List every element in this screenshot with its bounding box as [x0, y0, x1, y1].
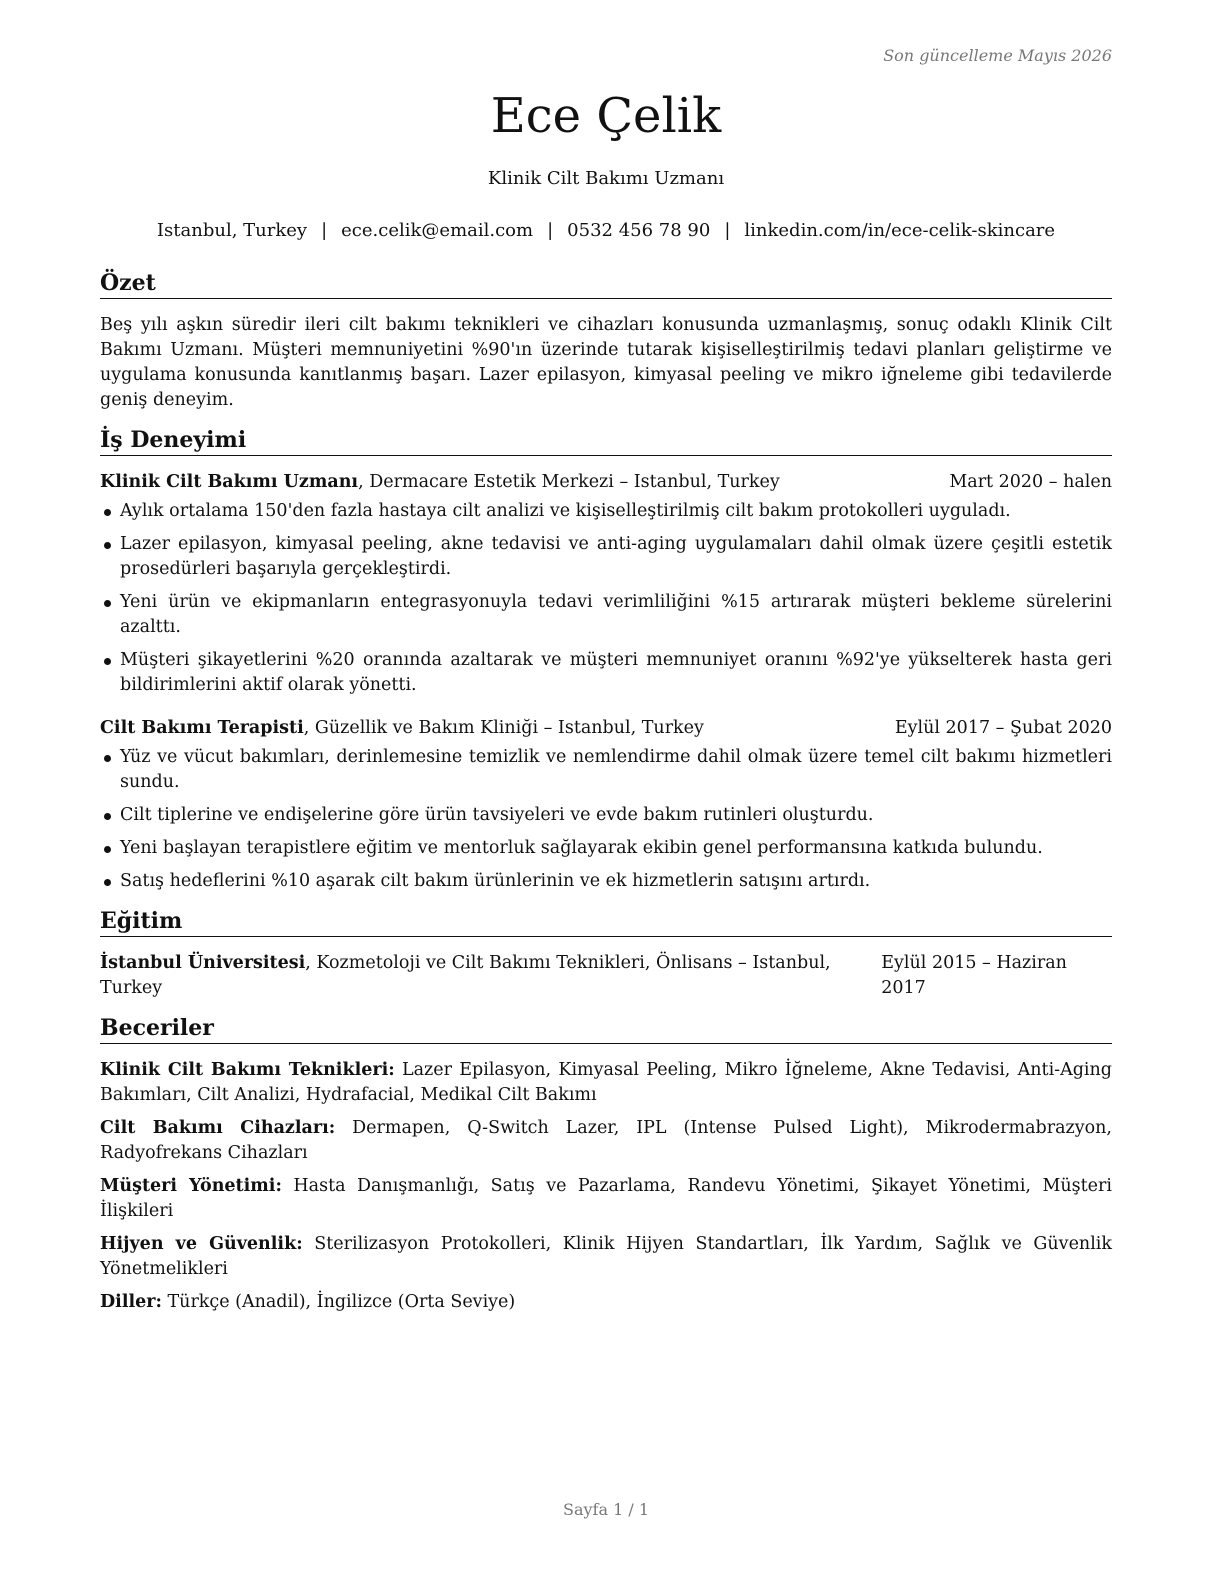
- skill-row: [100, 1174, 1112, 1224]
- contact-line: [100, 220, 1112, 241]
- job-entry: [100, 716, 1112, 894]
- skill-label: Hijyen ve Güvenlik:: [100, 1234, 303, 1254]
- skills-section: [100, 1013, 1112, 1315]
- skill-label: Müşteri Yönetimi:: [100, 1176, 282, 1196]
- job-heading: [100, 470, 780, 495]
- education-section: [100, 906, 1112, 1001]
- job-org: , Dermacare Estetik Merkezi – Istanbul, Turkey: [358, 472, 780, 492]
- job-bullet: Lazer epilasyon, kimyasal peeling, akne tedavisi ve anti-aging uygulamaları dahil olmak üzere çeşitli estetik prosedürleri başarıyla gerçekleştirdi.: [100, 532, 1112, 582]
- job-bullets: [100, 499, 1112, 698]
- resume-page: [100, 0, 1112, 1584]
- education-entry: [100, 951, 1112, 1001]
- contact-separator: |: [547, 220, 554, 241]
- skill-row: [100, 1290, 1112, 1315]
- job-entry: [100, 470, 1112, 698]
- contact-email[interactable]: ece.celik@email.com: [341, 220, 534, 241]
- job-bullet: Yeni başlayan terapistlere eğitim ve mentorluk sağlayarak ekibin genel performansına katkıda bulundu.: [100, 836, 1112, 861]
- contact-separator: |: [321, 220, 328, 241]
- job-dates: Eylül 2017 – Şubat 2020: [894, 718, 1112, 738]
- section-title-education: Eğitim: [100, 906, 1112, 937]
- skill-value: Türkçe (Anadil), İngilizce (Orta Seviye): [161, 1292, 516, 1312]
- job-bullet: Yüz ve vücut bakımları, derinlemesine temizlik ve nemlendirme dahil olmak üzere temel cilt bakımı hizmetleri sundu.: [100, 745, 1112, 795]
- contact-linkedin[interactable]: linkedin.com/in/ece-celik-skincare: [744, 220, 1056, 241]
- section-title-summary: Özet: [100, 268, 1112, 299]
- education-detail: , Kozmetoloji ve Cilt Bakımı Teknikleri, Önlisans – Istanbul, Turkey: [100, 953, 831, 998]
- contact-location: Istanbul, Turkey: [156, 220, 308, 241]
- section-title-experience: İş Deneyimi: [100, 425, 1112, 456]
- skill-value: Sterilizasyon Protokolleri, Klinik Hijyen Standartları, İlk Yardım, Sağlık ve Güvenlik Yönetmelikleri: [100, 1234, 1112, 1279]
- job-dates: Mart 2020 – halen: [949, 472, 1112, 492]
- skill-value: Hasta Danışmanlığı, Satış ve Pazarlama, Randevu Yönetimi, Şikayet Yönetimi, Müşteri İlişkileri: [100, 1176, 1112, 1221]
- candidate-title: Klinik Cilt Bakımı Uzmanı: [487, 168, 725, 189]
- job-org: , Güzellik ve Bakım Kliniği – Istanbul, Turkey: [303, 718, 704, 738]
- job-bullet: Yeni ürün ve ekipmanların entegrasyonuyla tedavi verimliliğini %15 artırarak müşteri bekleme sürelerini azalttı.: [100, 590, 1112, 640]
- job-role: Klinik Cilt Bakımı Uzmanı: [100, 472, 359, 492]
- skill-label: Diller:: [100, 1292, 162, 1312]
- section-title-skills: Beceriler: [100, 1013, 1112, 1044]
- page-number: Sayfa 1 / 1: [562, 1500, 649, 1519]
- last-updated: Son güncelleme Mayıs 2026: [883, 46, 1112, 65]
- resume-content: [100, 268, 1112, 1327]
- job-bullet: Cilt tiplerine ve endişelerine göre ürün tavsiyeleri ve evde bakım rutinleri oluşturdu.: [100, 803, 1112, 828]
- job-heading: [100, 716, 704, 741]
- job-bullet: Müşteri şikayetlerini %20 oranında azaltarak ve müşteri memnuniyet oranını %92'ye yükselterek hasta geri bildirimlerini aktif olarak yönetti.: [100, 648, 1112, 698]
- summary-text: Beş yılı aşkın süredir ileri cilt bakımı teknikleri ve cihazları konusunda uzmanlaşmış, sonuç odaklı Klinik Cilt Bakımı Uzmanı. Müşteri memnuniyetini %90'ın üzerinde tutarak kişiselleştirilmiş tedavi planları geliştirme ve uygulama konusunda kanıtlanmış başarı. Lazer epilasyon, kimyasal peeling ve mikro iğneleme gibi tedavilerde geniş deneyim.: [100, 315, 1112, 410]
- job-role: Cilt Bakımı Terapisti: [100, 718, 304, 738]
- job-bullet: Satış hedeflerini %10 aşarak cilt bakım ürünlerinin ve ek hizmetlerin satışını artırdı.: [100, 869, 1112, 894]
- job-bullet: Aylık ortalama 150'den fazla hastaya cilt analizi ve kişiselleştirilmiş cilt bakım protokolleri uyguladı.: [100, 499, 1112, 524]
- skill-label: Cilt Bakımı Cihazları:: [100, 1118, 336, 1138]
- experience-section: [100, 425, 1112, 894]
- job-bullets: [100, 745, 1112, 894]
- job-header: [100, 716, 1112, 741]
- skill-row: [100, 1232, 1112, 1282]
- education-heading: [100, 951, 881, 1001]
- skill-row: [100, 1116, 1112, 1166]
- contact-separator: |: [724, 220, 731, 241]
- skill-value: Lazer Epilasyon, Kimyasal Peeling, Mikro İğneleme, Akne Tedavisi, Anti-Aging Bakımları, Cilt Analizi, Hydrafacial, Medikal Cilt Bakımı: [100, 1060, 1112, 1105]
- skill-value: Dermapen, Q-Switch Lazer, IPL (Intense Pulsed Light), Mikrodermabrazyon, Radyofrekans Cihazları: [100, 1118, 1112, 1163]
- candidate-name: Ece Çelik: [490, 88, 722, 144]
- summary-section: [100, 268, 1112, 413]
- job-header: [100, 470, 1112, 495]
- education-dates: Eylül 2015 – Haziran 2017: [881, 953, 1067, 998]
- skill-row: [100, 1058, 1112, 1108]
- skill-label: Klinik Cilt Bakımı Teknikleri:: [100, 1060, 395, 1080]
- contact-phone: 0532 456 78 90: [567, 220, 711, 241]
- education-school: İstanbul Üniversitesi: [100, 953, 306, 973]
